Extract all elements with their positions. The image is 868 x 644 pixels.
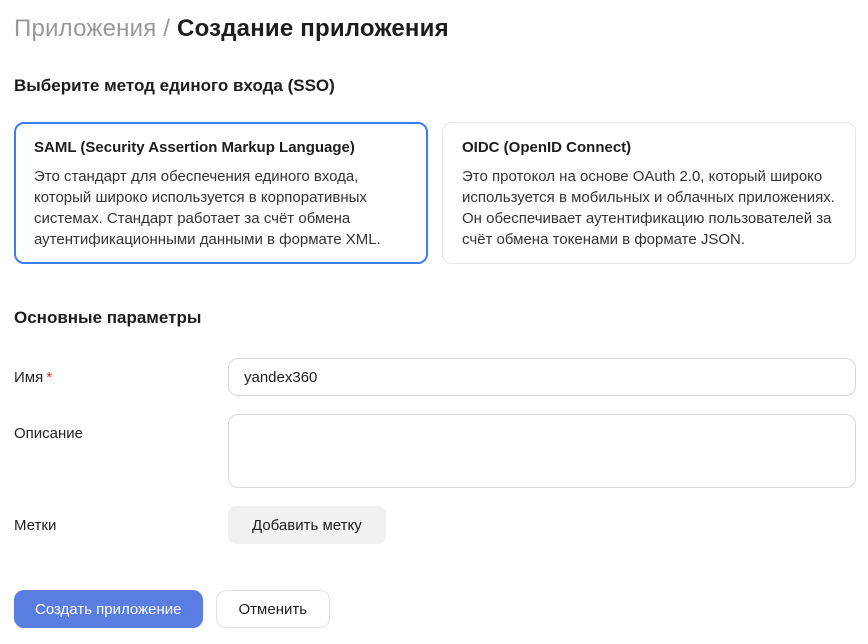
sso-card-oidc-title: OIDC (OpenID Connect) bbox=[462, 139, 632, 156]
add-tag-button[interactable]: Добавить метку bbox=[228, 506, 386, 544]
name-label-text: Имя bbox=[14, 368, 44, 386]
sso-card-oidc[interactable] bbox=[442, 122, 856, 264]
sso-method-cards bbox=[14, 122, 856, 264]
tags-field-row bbox=[14, 506, 856, 544]
create-application-button[interactable]: Создать приложение bbox=[14, 590, 203, 628]
breadcrumb bbox=[14, 14, 856, 44]
sso-method-heading: Выберите метод единого входа (SSO) bbox=[14, 76, 335, 95]
name-field-row bbox=[14, 358, 856, 396]
tags-field-label: Метки bbox=[14, 516, 57, 534]
main-params-form bbox=[14, 358, 856, 544]
name-field-label bbox=[14, 368, 228, 387]
sso-card-saml-title: SAML (Security Assertion Markup Language) bbox=[34, 139, 355, 156]
sso-card-saml-description: Это стандарт для обеспечения единого входа, который широко используется в корпоративных системах. Стандарт работает за счёт обмена аутентификационными данными в формате XML. bbox=[34, 168, 381, 248]
breadcrumb-applications-link[interactable]: Приложения bbox=[14, 15, 157, 42]
sso-card-oidc-description: Это протокол на основе OAuth 2.0, который широко используется в мобильных и облачных приложениях. Он обеспечивает аутентификацию пользователей за счёт обмена токенами в формате JSON. bbox=[462, 168, 835, 248]
description-textarea[interactable] bbox=[228, 414, 856, 488]
required-asterisk: * bbox=[46, 368, 53, 386]
name-input[interactable] bbox=[228, 358, 856, 396]
breadcrumb-separator: / bbox=[156, 15, 178, 42]
description-field-label: Описание bbox=[14, 425, 84, 442]
main-params-heading: Основные параметры bbox=[14, 308, 202, 327]
cancel-button[interactable]: Отменить bbox=[216, 590, 331, 628]
description-field-row bbox=[14, 414, 856, 488]
tags-control bbox=[228, 506, 386, 544]
sso-card-saml[interactable] bbox=[14, 122, 428, 264]
page-title: Создание приложения bbox=[177, 15, 449, 42]
form-actions bbox=[14, 590, 856, 628]
